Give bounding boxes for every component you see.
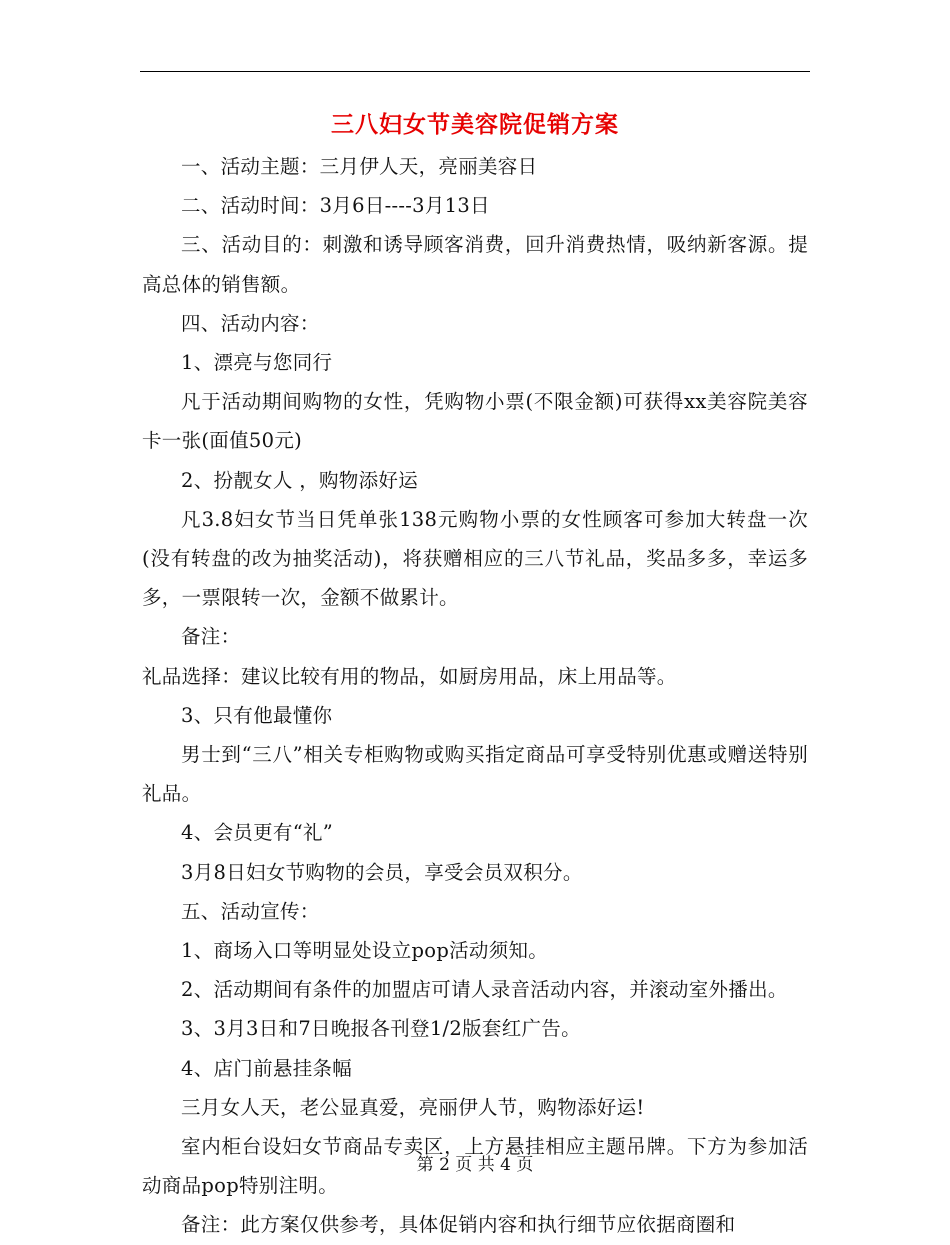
paragraph-17: 2、活动期间有条件的加盟店可请人录音活动内容，并滚动室外播出。 — [181, 978, 788, 1002]
document-body — [142, 147, 808, 1245]
paragraph-19: 4、店门前悬挂条幅 — [181, 1056, 353, 1080]
page-footer: 第 2 页 共 4 页 — [416, 1155, 534, 1175]
paragraph-8: 凡3.8妇女节当日凭单张138元购物小票的女性顾客可参加大转盘一次(没有转盘的改为抽奖活动)，将获赠相应的三八节礼品，奖品多多，幸运多多，一票限转一次，金额不做累计。 — [142, 507, 808, 610]
paragraph-10: 礼品选择：建议比较有用的物品，如厨房用品，床上用品等。 — [142, 664, 677, 688]
paragraph-2: 二、活动时间：3月6日----3月13日 — [181, 194, 490, 218]
paragraph-21: 室内柜台设妇女节商品专卖区，上方悬挂相应主题吊牌。下方为参加活动商品pop特别注明。 — [142, 1135, 808, 1198]
paragraph-3: 三、活动目的：刺激和诱导顾客消费，回升消费热情，吸纳新客源。提高总体的销售额。 — [142, 233, 808, 296]
paragraph-4: 四、活动内容： — [181, 311, 320, 335]
paragraph-22: 备注：此方案仅供参考，具体促销内容和执行细节应依据商圈和 — [181, 1213, 736, 1237]
paragraph-9: 备注： — [181, 625, 241, 649]
paragraph-7: 2、扮靓女人 ，购物添好运 — [181, 468, 419, 492]
paragraph-5: 1、漂亮与您同行 — [181, 351, 333, 375]
paragraph-6: 凡于活动期间购物的女性，凭购物小票(不限金额)可获得xx美容院美容卡一张(面值50元) — [142, 390, 808, 453]
paragraph-20: 三月女人天，老公显真爱，亮丽伊人节，购物添好运! — [181, 1095, 645, 1119]
paragraph-15: 五、活动宣传： — [181, 899, 320, 923]
paragraph-1: 一、活动主题：三月伊人天，亮丽美容日 — [181, 155, 538, 178]
paragraph-12: 男士到“三八”相关专柜购物或购买指定商品可享受特别优惠或赠送特别礼品。 — [142, 743, 808, 806]
paragraph-18: 3、3月3日和7日晚报各刊登1/2版套红广告。 — [181, 1017, 581, 1041]
header-rule — [140, 71, 810, 72]
paragraph-16: 1、商场入口等明显处设立pop活动须知。 — [181, 939, 549, 963]
paragraph-11: 3、只有他最懂你 — [181, 703, 333, 727]
paragraph-14: 3月8日妇女节购物的会员，享受会员双积分。 — [181, 860, 583, 884]
paragraph-13: 4、会员更有“礼” — [181, 821, 334, 845]
document-title: 三八妇女节美容院促销方案 — [331, 111, 619, 138]
